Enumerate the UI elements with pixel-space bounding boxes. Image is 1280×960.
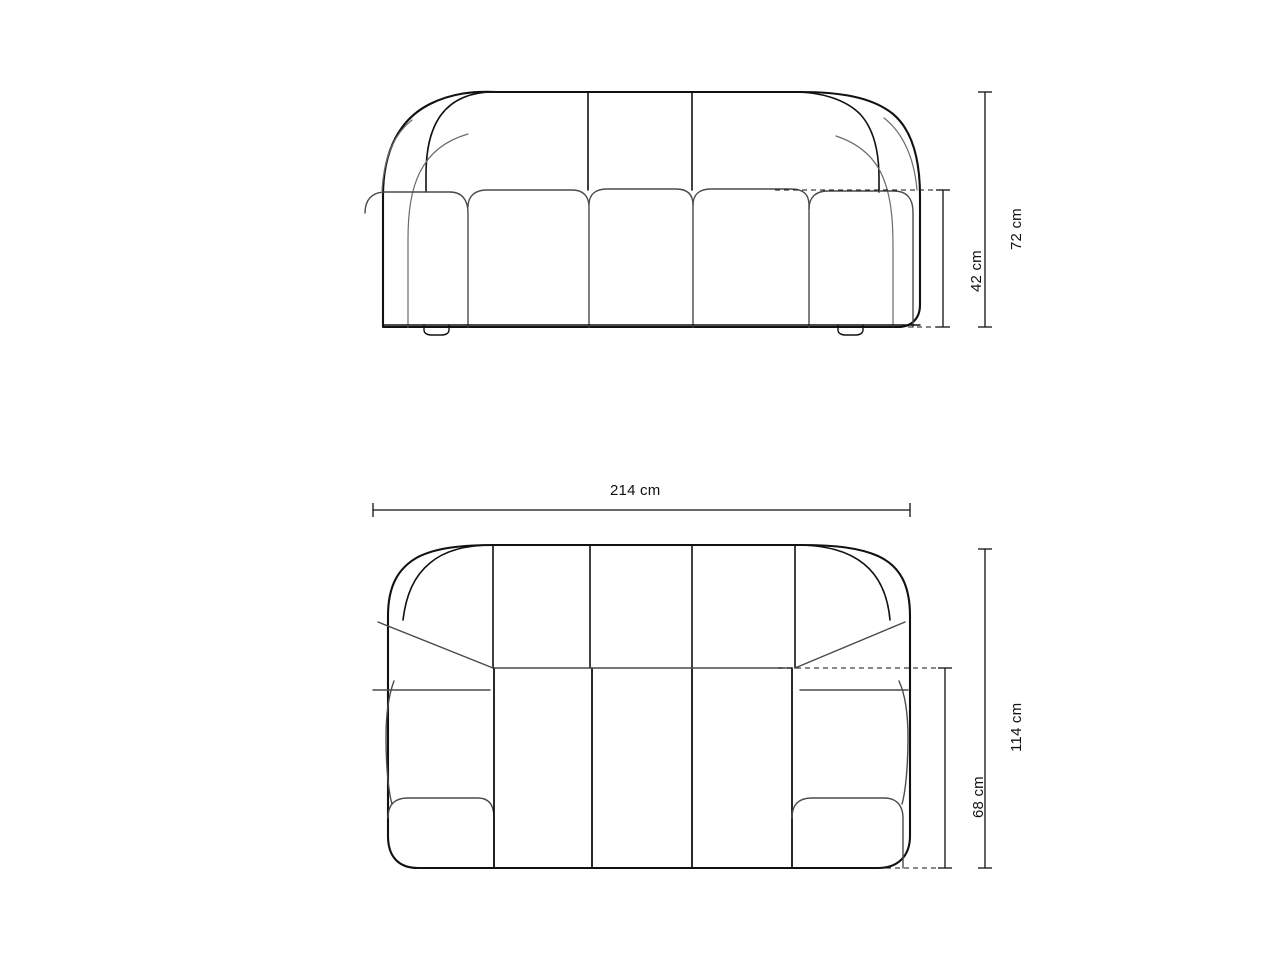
dimension-label-width-total: 214 cm <box>610 482 661 499</box>
front-seat-left-arm <box>365 192 468 327</box>
front-dimension-lines <box>775 92 992 327</box>
front-left-arm-inner <box>408 134 468 327</box>
top-back-cushion-4 <box>795 545 890 620</box>
front-left-arm-inner-2 <box>382 120 412 190</box>
front-seat-right-arm <box>809 191 913 327</box>
front-right-arm-inner <box>836 136 893 327</box>
top-dimension-lines <box>373 503 992 868</box>
front-right-arm-inner-2 <box>884 118 917 190</box>
front-seat-3 <box>693 189 809 327</box>
top-back-cushion-1 <box>403 545 493 620</box>
front-back-cushion-1 <box>426 92 493 192</box>
top-view-group <box>373 545 910 868</box>
top-right-arm-outer <box>899 681 908 804</box>
dimension-label-depth-total: 114 cm <box>1008 702 1025 752</box>
dimension-label-depth-seat: 68 cm <box>970 776 987 818</box>
dimension-label-height-total: 72 cm <box>1008 208 1025 250</box>
front-back-cushion-4 <box>795 92 879 192</box>
top-outline <box>388 545 910 868</box>
top-right-arm-diagonal <box>795 622 905 668</box>
top-left-arm-diagonal <box>378 622 493 668</box>
dimension-label-height-seat: 42 cm <box>968 250 985 292</box>
top-seat-right <box>792 798 903 868</box>
front-outline <box>383 92 920 327</box>
front-seat-2 <box>589 189 693 327</box>
front-view-group <box>365 92 920 335</box>
front-seat-1 <box>468 190 589 327</box>
top-seat-left <box>388 798 494 868</box>
